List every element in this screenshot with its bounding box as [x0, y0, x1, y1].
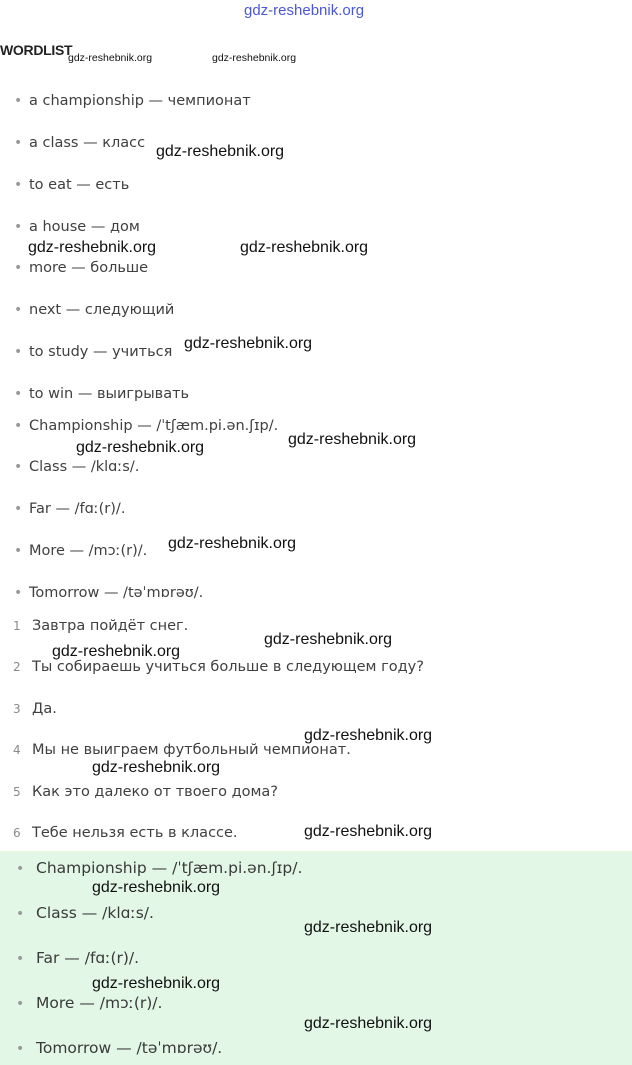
list-item — [0, 501, 125, 517]
list-item-text: a house — дом — [29, 219, 140, 235]
list-item-text: to eat — есть — [29, 177, 130, 193]
page-title: WORDLIST — [0, 42, 73, 58]
list-item-text: to study — учиться — [29, 344, 173, 360]
bullet-icon: • — [14, 344, 23, 360]
watermark: gdz-reshebnik.org — [92, 975, 221, 992]
list-item-text: more — больше — [29, 260, 149, 276]
bullet-icon: • — [14, 93, 23, 109]
sentence-text: Завтра пойдёт снег. — [32, 618, 189, 634]
watermark: gdz-reshebnik.org — [76, 439, 205, 456]
answer-item — [0, 904, 154, 922]
list-item-text: Championship — /ˈtʃæm.pi.ən.ʃɪp/. — [29, 418, 279, 434]
bullet-icon: • — [16, 996, 25, 1012]
watermark: gdz-reshebnik.org — [304, 919, 433, 936]
watermark: gdz-reshebnik.org — [156, 143, 285, 160]
list-item-text: a class — класс — [29, 135, 146, 151]
list-item — [0, 585, 203, 601]
bullet-icon: • — [16, 861, 25, 877]
sentence-item — [0, 701, 57, 717]
sentence-text: Ты собираешь учиться больше в следующем году? — [32, 659, 424, 675]
list-item — [0, 459, 139, 475]
watermark: gdz-reshebnik.org — [168, 535, 297, 552]
answer-item — [0, 1039, 222, 1057]
watermark: gdz-reshebnik.org — [240, 239, 369, 256]
list-item — [0, 260, 148, 276]
bullet-icon: • — [14, 543, 23, 559]
bullet-icon: • — [16, 1041, 25, 1057]
watermark: gdz-reshebnik.org — [288, 431, 417, 448]
sentence-item — [0, 742, 351, 758]
answer-item-text: Far — /fɑː(r)/. — [36, 949, 140, 967]
watermark: gdz-reshebnik.org — [28, 239, 157, 256]
bullet-icon: • — [14, 386, 23, 402]
bullet-icon: • — [16, 906, 25, 922]
answer-item-text: Class — /klɑːs/. — [36, 904, 154, 922]
watermark: gdz-reshebnik.org — [212, 52, 297, 64]
answer-item-text: More — /mɔː(r)/. — [36, 994, 163, 1012]
bullet-icon: • — [14, 260, 23, 276]
sentence-number: 3 — [13, 702, 21, 716]
sentence-text: Да. — [32, 701, 57, 717]
answer-item-text: Tomorrow — /təˈmɒrəʊ/. — [36, 1039, 223, 1057]
watermark: gdz-reshebnik.org — [304, 727, 433, 744]
bullet-icon: • — [14, 177, 23, 193]
list-item — [0, 177, 129, 193]
answer-item — [0, 859, 302, 877]
list-item-text: a championship — чемпионат — [29, 93, 251, 109]
answer-item — [0, 949, 139, 967]
sentence-item — [0, 784, 278, 800]
answer-item — [0, 994, 162, 1012]
sentence-item — [0, 618, 188, 634]
watermark: gdz-reshebnik.org — [304, 823, 433, 840]
sentence-number: 2 — [13, 660, 21, 674]
list-item — [0, 344, 172, 360]
watermark: gdz-reshebnik.org — [184, 335, 313, 352]
list-item — [0, 302, 174, 318]
watermark: gdz-reshebnik.org — [304, 1015, 433, 1032]
watermark: gdz-reshebnik.org — [264, 631, 393, 648]
watermark: gdz-reshebnik.org — [92, 879, 221, 896]
list-item-text: Tomorrow — /təˈmɒrəʊ/. — [29, 585, 204, 601]
sentence-text: Тебе нельзя есть в классе. — [32, 825, 238, 841]
list-item — [0, 219, 140, 235]
sentence-number: 6 — [13, 826, 21, 840]
site-link[interactable]: gdz-reshebnik.org — [244, 2, 365, 19]
bullet-icon: • — [14, 135, 23, 151]
sentence-item — [0, 825, 238, 841]
list-item — [0, 418, 278, 434]
list-item — [0, 135, 145, 151]
list-item-text: Far — /fɑː(r)/. — [29, 501, 126, 517]
bullet-icon: • — [14, 501, 23, 517]
answer-item-text: Championship — /ˈtʃæm.pi.ən.ʃɪp/. — [36, 859, 303, 877]
bullet-icon: • — [16, 951, 25, 967]
list-item — [0, 386, 189, 402]
bullet-icon: • — [14, 459, 23, 475]
list-item — [0, 93, 251, 109]
sentence-number: 5 — [13, 785, 21, 799]
bullet-icon: • — [14, 418, 23, 434]
list-item-text: More — /mɔː(r)/. — [29, 543, 148, 559]
watermark: gdz-reshebnik.org — [68, 52, 153, 64]
watermark: gdz-reshebnik.org — [52, 643, 181, 660]
list-item — [0, 543, 147, 559]
watermark: gdz-reshebnik.org — [92, 759, 221, 776]
list-item-text: to win — выигрывать — [29, 386, 190, 402]
list-item-text: Class — /klɑːs/. — [29, 459, 140, 475]
list-item-text: next — следующий — [29, 302, 175, 318]
sentence-number: 4 — [13, 743, 21, 757]
bullet-icon: • — [14, 585, 23, 601]
sentence-text: Как это далеко от твоего дома? — [32, 784, 278, 800]
bullet-icon: • — [14, 219, 23, 235]
sentence-text: Мы не выиграем футбольный чемпионат. — [32, 742, 351, 758]
sentence-item — [0, 659, 424, 675]
sentence-number: 1 — [13, 619, 21, 633]
bullet-icon: • — [14, 302, 23, 318]
